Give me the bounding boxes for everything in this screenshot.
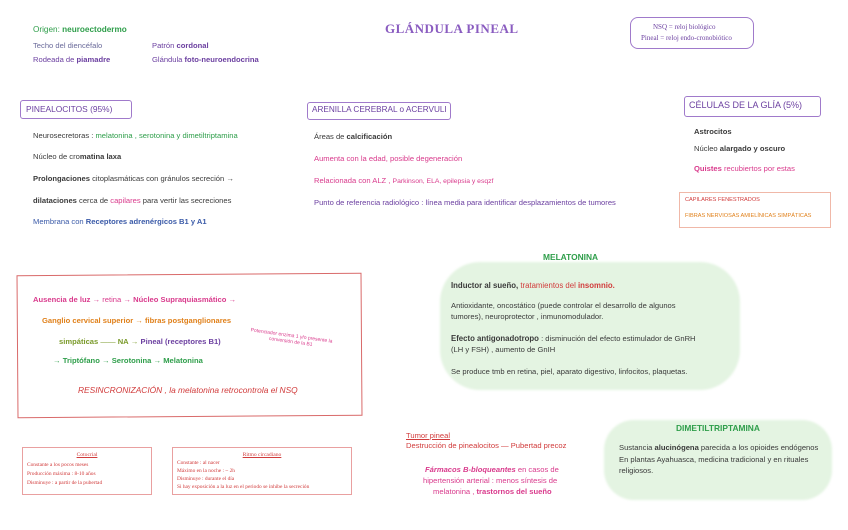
pattern-line (152, 41, 209, 50)
melatonina-p1-a: Inductor al sueño, (451, 281, 519, 290)
pathway-b1: Ganglio cervical superior (42, 316, 134, 325)
arenilla-l1-a: Áreas de (314, 132, 345, 141)
capillaries-box (679, 192, 831, 228)
glia-line1 (694, 127, 732, 136)
tumor-f-l3-a: melatonina , (433, 487, 475, 496)
capillaries-line2: FIBRAS NERVIOSAS AMIELÍNICAS SIMPÁTICAS (685, 213, 812, 219)
tumor-f-b: en casos de (517, 465, 559, 474)
pattern-label: Patrón (152, 41, 175, 50)
left-note-l1: Constante a los pocos meses (27, 462, 89, 468)
arenilla-line2: Aumenta con la edad, posible degeneración (314, 154, 463, 163)
glia-l3-b: recubiertos por estas (723, 164, 795, 173)
pathway-d1: Triptófano (62, 356, 100, 365)
pinealocitos-line1 (33, 131, 238, 140)
pinealocitos-l4-d: para vertir las secreciones (142, 196, 232, 205)
pathway-b2: fibras postganglionares (145, 316, 232, 325)
left-note-l3: Disminuye : a partir de la pubertad (27, 480, 103, 486)
surrounded-line (33, 55, 110, 64)
clock-note-line2: Pineal = reloj endo-cronobiótico (641, 34, 732, 42)
pinealocitos-l2-a: Núcleo de cro (33, 152, 80, 161)
glia-line3 (694, 164, 795, 173)
clock-note-box (630, 17, 754, 49)
melatonina-p3l2: (LH y FSH) , aumento de GnIH (451, 345, 556, 354)
melatonina-title: MELATONINA (543, 252, 599, 262)
right-note-title: Ritmo circadiano (242, 452, 282, 458)
pinealocitos-l5-b: Receptores adrenérgicos B1 y A1 (85, 217, 207, 226)
pathway-a1: Ausencia de luz (33, 295, 91, 304)
melatonina-p1-c: insomnio. (577, 281, 615, 290)
surrounded-label: Rodeada de (33, 55, 75, 64)
glia-line2 (694, 144, 785, 153)
pinealocitos-l2-b: matina laxa (79, 152, 122, 161)
arenilla-title: ARENILLA CEREBRAL o ACERVULI (312, 105, 447, 114)
gland-label: Glándula (152, 55, 183, 64)
origin-line (33, 25, 127, 35)
melatonina-p3-a: Efecto antigonadotropo (451, 334, 539, 343)
pathway-note: Potenciador enzima 1 y/o presente la conversión de la B1 (250, 327, 333, 348)
pinealocitos-line5 (33, 217, 207, 226)
pathway-row2: Ganglio cervical superior → fibras postganglionares (42, 316, 232, 325)
dmt-line1 (619, 443, 818, 452)
tumor-farm-line3 (433, 487, 552, 496)
pathway-row1: Ausencia de luz → retina → Núcleo Supraquiasmático → (33, 295, 237, 304)
pathway-resync-a: RESINCRONIZACIÓN , (78, 385, 167, 395)
tumor-title: Tumor pineal (406, 431, 451, 440)
pathway-a3: Núcleo Supraquiasmático → (133, 295, 237, 304)
glia-l2-b: alargado y oscuro (719, 144, 786, 153)
arenilla-line4 (314, 198, 616, 207)
pinealocitos-line3 (33, 174, 234, 183)
dmt-l1-c: parecida a los opioides endógenos (700, 443, 819, 452)
right-note-l2: Máximo en la noche : ~ 2h (177, 468, 236, 474)
capillaries-line1: CAPILARES FENESTRADOS (685, 197, 760, 203)
pathway-row4: → Triptófano → Serotonina → Melatonina (53, 356, 203, 365)
roof-line: Techo del diencéfalo (33, 41, 103, 50)
right-note-box (172, 447, 352, 495)
gland-line (152, 55, 259, 64)
pinealocitos-l4-b: cerca de (79, 196, 109, 205)
arenilla-l4-a: Punto de referencia radiológico : línea media para identificar (314, 198, 517, 207)
pathway-a2: retina (102, 295, 122, 304)
melatonina-p1 (451, 281, 615, 291)
pinealocitos-l1-value: melatonina , serotonina y dimetiltriptamina (95, 131, 238, 140)
arenilla-l1-b: calcificación (346, 132, 393, 141)
arenilla-title-box (307, 102, 451, 120)
pathway-c1: simpáticas (59, 337, 99, 346)
pathway-c3: Pineal (receptores B1) (140, 337, 221, 346)
melatonina-p4: Se produce tmb en retina, piel, aparato digestivo, linfocitos, plaquetas. (451, 367, 688, 376)
left-note-l2: Producción máxima : 8-10 años (27, 471, 96, 477)
arenilla-line1 (314, 132, 392, 141)
pinealocitos-l5-a: Membrana con (33, 217, 84, 226)
right-note-l1: Constante : al nacer (177, 460, 220, 466)
melatonina-p1-b: tratamientos del (520, 281, 576, 290)
pathway-d3: Melatonina (163, 356, 203, 365)
melatonina-p2l2: tumores), neuroprotector , inmunomodulador. (451, 312, 604, 321)
dmt-line2: En plantas Ayahuasca, medicina tradicional y en rituales (619, 455, 809, 464)
arenilla-l3-b: Parkinson, ELA, epilepsia y esqzf (392, 178, 494, 185)
glia-title: CÉLULAS DE LA GLÍA (5%) (689, 100, 803, 110)
melatonina-p3-b: : disminución del efecto estimulador de GnRH (541, 334, 696, 343)
arenilla-l4-b: desplazamientos de tumores (518, 198, 616, 207)
clock-note-line1: NSQ = reloj biológico (653, 23, 716, 31)
tumor-line1: Destrucción de pinealocitos — Pubertad precoz (406, 441, 567, 450)
glia-title-box (684, 96, 821, 117)
melatonina-p2l1: Antioxidante, oncostático (puede controlar el desarrollo de algunos (451, 301, 676, 310)
pinealocitos-title: PINEALOCITOS (95%) (26, 104, 113, 114)
glia-l2-a: Núcleo (694, 144, 718, 153)
glia-l1: Astrocitos (694, 127, 732, 136)
pinealocitos-l3-b: citoplasmáticas con gránulos secreción → (92, 174, 234, 183)
pinealocitos-l3-a: Prolongaciones (33, 174, 90, 183)
pathway-row3: simpáticas —— NA → Pineal (receptores B1) (59, 337, 221, 346)
arenilla-line3 (314, 176, 493, 186)
pathway-resync (78, 385, 298, 396)
tumor-farm-line1 (425, 465, 559, 474)
pinealocitos-l4-c: capilares (110, 196, 141, 205)
tumor-f-l3-b: trastornos del sueño (476, 487, 552, 496)
left-note-box (22, 447, 152, 495)
gland-value: foto-neuroendocrina (184, 55, 259, 64)
dmt-l1-b: alucinógena (654, 443, 699, 452)
melatonina-p3 (451, 334, 696, 344)
glia-l3-a: Quistes (694, 164, 722, 173)
tumor-l1-a: Destrucción de pinealocitos (406, 441, 499, 450)
pathway-c2: NA (117, 337, 129, 346)
tumor-f-a: Fármacos B-bloqueantes (425, 465, 516, 474)
dmt-title: DIMETILTRIPTAMINA (676, 423, 760, 433)
pinealocitos-title-box (20, 100, 132, 119)
pathway-resync-b: la melatonina retrocontrola el NSQ (169, 385, 298, 395)
arenilla-l3-a: Relacionada con ALZ , (314, 176, 391, 185)
right-note-l4: Si hay exposición a la luz en el periodo se inhibe la secreción (177, 484, 310, 490)
left-note-title: Cotocrial (76, 452, 98, 458)
surrounded-value: piamadre (76, 55, 111, 64)
tumor-l1-b: Pubertad precoz (510, 441, 567, 450)
tumor-farm-line2: hipertensión arterial : menos síntesis de (423, 476, 558, 485)
right-note-l3: Disminuye : durante el día (177, 476, 235, 482)
origin-label: Origen: (33, 25, 60, 34)
pinealocitos-l4-a: dilataciones (33, 196, 77, 205)
dmt-line3: religiosos. (619, 466, 654, 475)
pinealocitos-l1-label: Neurosecretoras : (33, 131, 94, 140)
origin-value: neuroectodermo (62, 25, 127, 34)
page-title: GLÁNDULA PINEAL (385, 21, 519, 36)
pathway-d2: Serotonina (111, 356, 152, 365)
pinealocitos-line4 (33, 196, 231, 205)
dmt-l1-a: Sustancia (619, 443, 653, 452)
pattern-value: cordonal (176, 41, 209, 50)
pinealocitos-line2 (33, 152, 121, 161)
